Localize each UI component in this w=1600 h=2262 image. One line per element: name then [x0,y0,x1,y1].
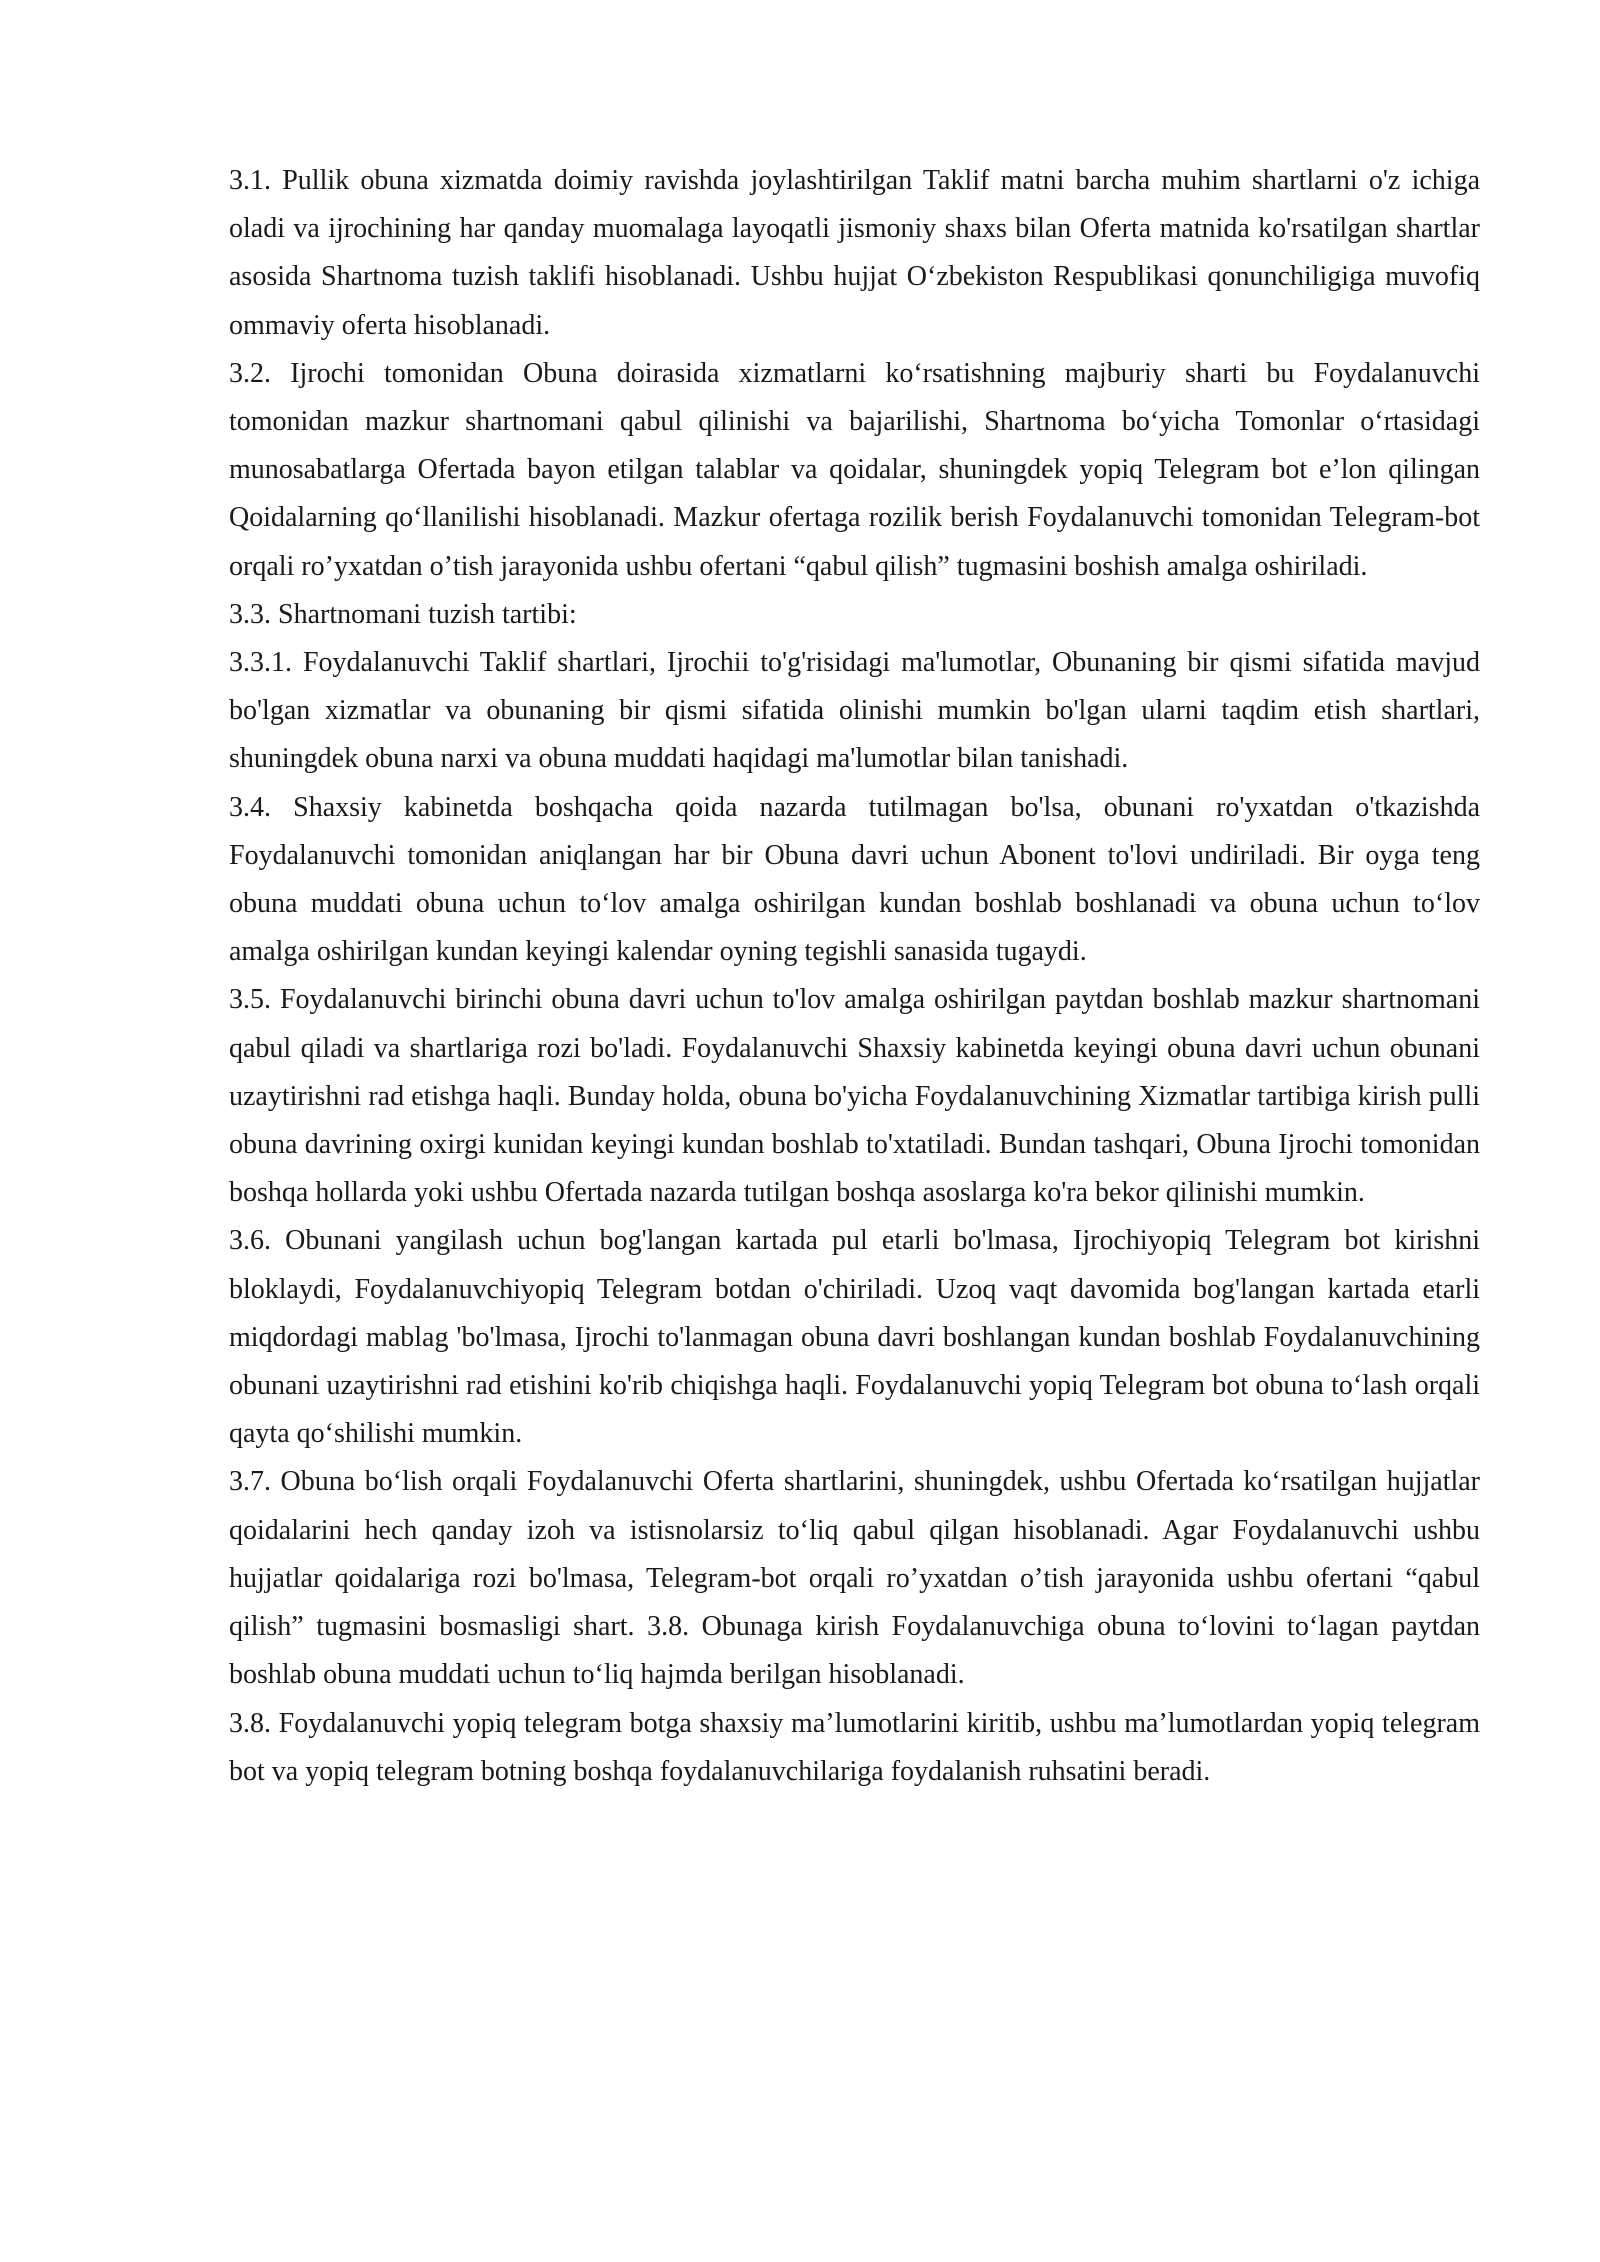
paragraph-3-7: 3.7. Obuna boʻlish orqali Foydalanuvchi Oferta shartlarini, shuningdek, ushbu Ofertada koʻrsatilgan hujjatlar qoidalarini hech qanday izoh va istisnolarsiz toʻliq qabul qilgan hisoblanadi. Agar Foydalanuvchi ushbu hujjatlar qoidalariga rozi bo'lmasa, Telegram-bot orqali roʼyxatdan oʼtish jarayonida ushbu ofertani “qabul qilish” tugmasini bosmasligi shart. 3.8. Obunaga kirish Foydalanuvchiga obuna toʻlovini toʻlagan paytdan boshlab obuna muddati uchun toʻliq hajmda berilgan hisoblanadi. [229,1466,1480,1691]
document-body [229,157,1480,1796]
paragraph-3-2: 3.2. Ijrochi tomonidan Obuna doirasida xizmatlarni koʻrsatishning majburiy sharti bu Foydalanuvchi tomonidan mazkur shartnomani qabul qilinishi va bajarilishi, Shartnoma boʻyicha Tomonlar oʻrtasidagi munosabatlarga Ofertada bayon etilgan talablar va qoidalar, shuningdek yopiq Telegram bot eʼlon qilingan Qoidalarning qoʻllanilishi hisoblanadi. Mazkur ofertaga rozilik berish Foydalanuvchi tomonidan Telegram-bot orqali roʼyxatdan oʼtish jarayonida ushbu ofertani “qabul qilish” tugmasini boshish amalga oshiriladi. [229,357,1480,582]
paragraph-3-1: 3.1. Pullik obuna xizmatda doimiy ravishda joylashtirilgan Taklif matni barcha muhim shartlarni o'z ichiga oladi va ijrochining har qanday muomalaga layoqatli jismoniy shaxs bilan Oferta matnida ko'rsatilgan shartlar asosida Shartnoma tuzish taklifi hisoblanadi. Ushbu hujjat Oʻzbekiston Respublikasi qonunchiligiga muvofiq ommaviy oferta hisoblanadi. [229,165,1480,341]
paragraph-3-4: 3.4. Shaxsiy kabinetda boshqacha qoida nazarda tutilmagan bo'lsa, obunani ro'yxatdan o'tkazishda Foydalanuvchi tomonidan aniqlangan har bir Obuna davri uchun Abonent to'lovi undiriladi. Bir oyga teng obuna muddati obuna uchun toʻlov amalga oshirilgan kundan boshlab boshlanadi va obuna uchun toʻlov amalga oshirilgan kundan keyingi kalendar oyning tegishli sanasida tugaydi. [229,791,1480,968]
paragraph-3-3: 3.3. Shartnomani tuzish tartibi: [229,598,577,630]
paragraph-3-8: 3.8. Foydalanuvchi yopiq telegram botga shaxsiy maʼlumotlarini kiritib, ushbu maʼlumotlardan yopiq telegram bot va yopiq telegram botning boshqa foydalanuvchilariga foydalanish ruhsatini beradi. [229,1707,1480,1787]
paragraph-3-6: 3.6. Obunani yangilash uchun bog'langan kartada pul etarli bo'lmasa, Ijrochiyopiq Telegram bot kirishni bloklaydi, Foydalanuvchiyopiq Telegram botdan o'chiriladi. Uzoq vaqt davomida bog'langan kartada etarli miqdordagi mablag 'bo'lmasa, Ijrochi to'lanmagan obuna davri boshlangan kundan boshlab Foydalanuvchining obunani uzaytirishni rad etishini ko'rib chiqishga haqli. Foydalanuvchi yopiq Telegram bot obuna toʻlash orqali qayta qoʻshilishi mumkin. [229,1225,1480,1450]
paragraph-3-5: 3.5. Foydalanuvchi birinchi obuna davri uchun to'lov amalga oshirilgan paytdan boshlab mazkur shartnomani qabul qiladi va shartlariga rozi bo'ladi. Foydalanuvchi Shaxsiy kabinetda keyingi obuna davri uchun obunani uzaytirishni rad etishga haqli. Bunday holda, obuna bo'yicha Foydalanuvchining Xizmatlar tartibiga kirish pulli obuna davrining oxirgi kunidan keyingi kundan boshlab to'xtatiladi. Bundan tashqari, Obuna Ijrochi tomonidan boshqa hollarda yoki ushbu Ofertada nazarda tutilgan boshqa asoslarga ko'ra bekor qilinishi mumkin. [229,984,1480,1209]
paragraph-3-3-1: 3.3.1. Foydalanuvchi Taklif shartlari, Ijrochii to'g'risidagi ma'lumotlar, Obunaning bir qismi sifatida mavjud bo'lgan xizmatlar va obunaning bir qismi sifatida olinishi mumkin bo'lgan ularni taqdim etish shartlari, shuningdek obuna narxi va obuna muddati haqidagi ma'lumotlar bilan tanishadi. [229,647,1480,775]
